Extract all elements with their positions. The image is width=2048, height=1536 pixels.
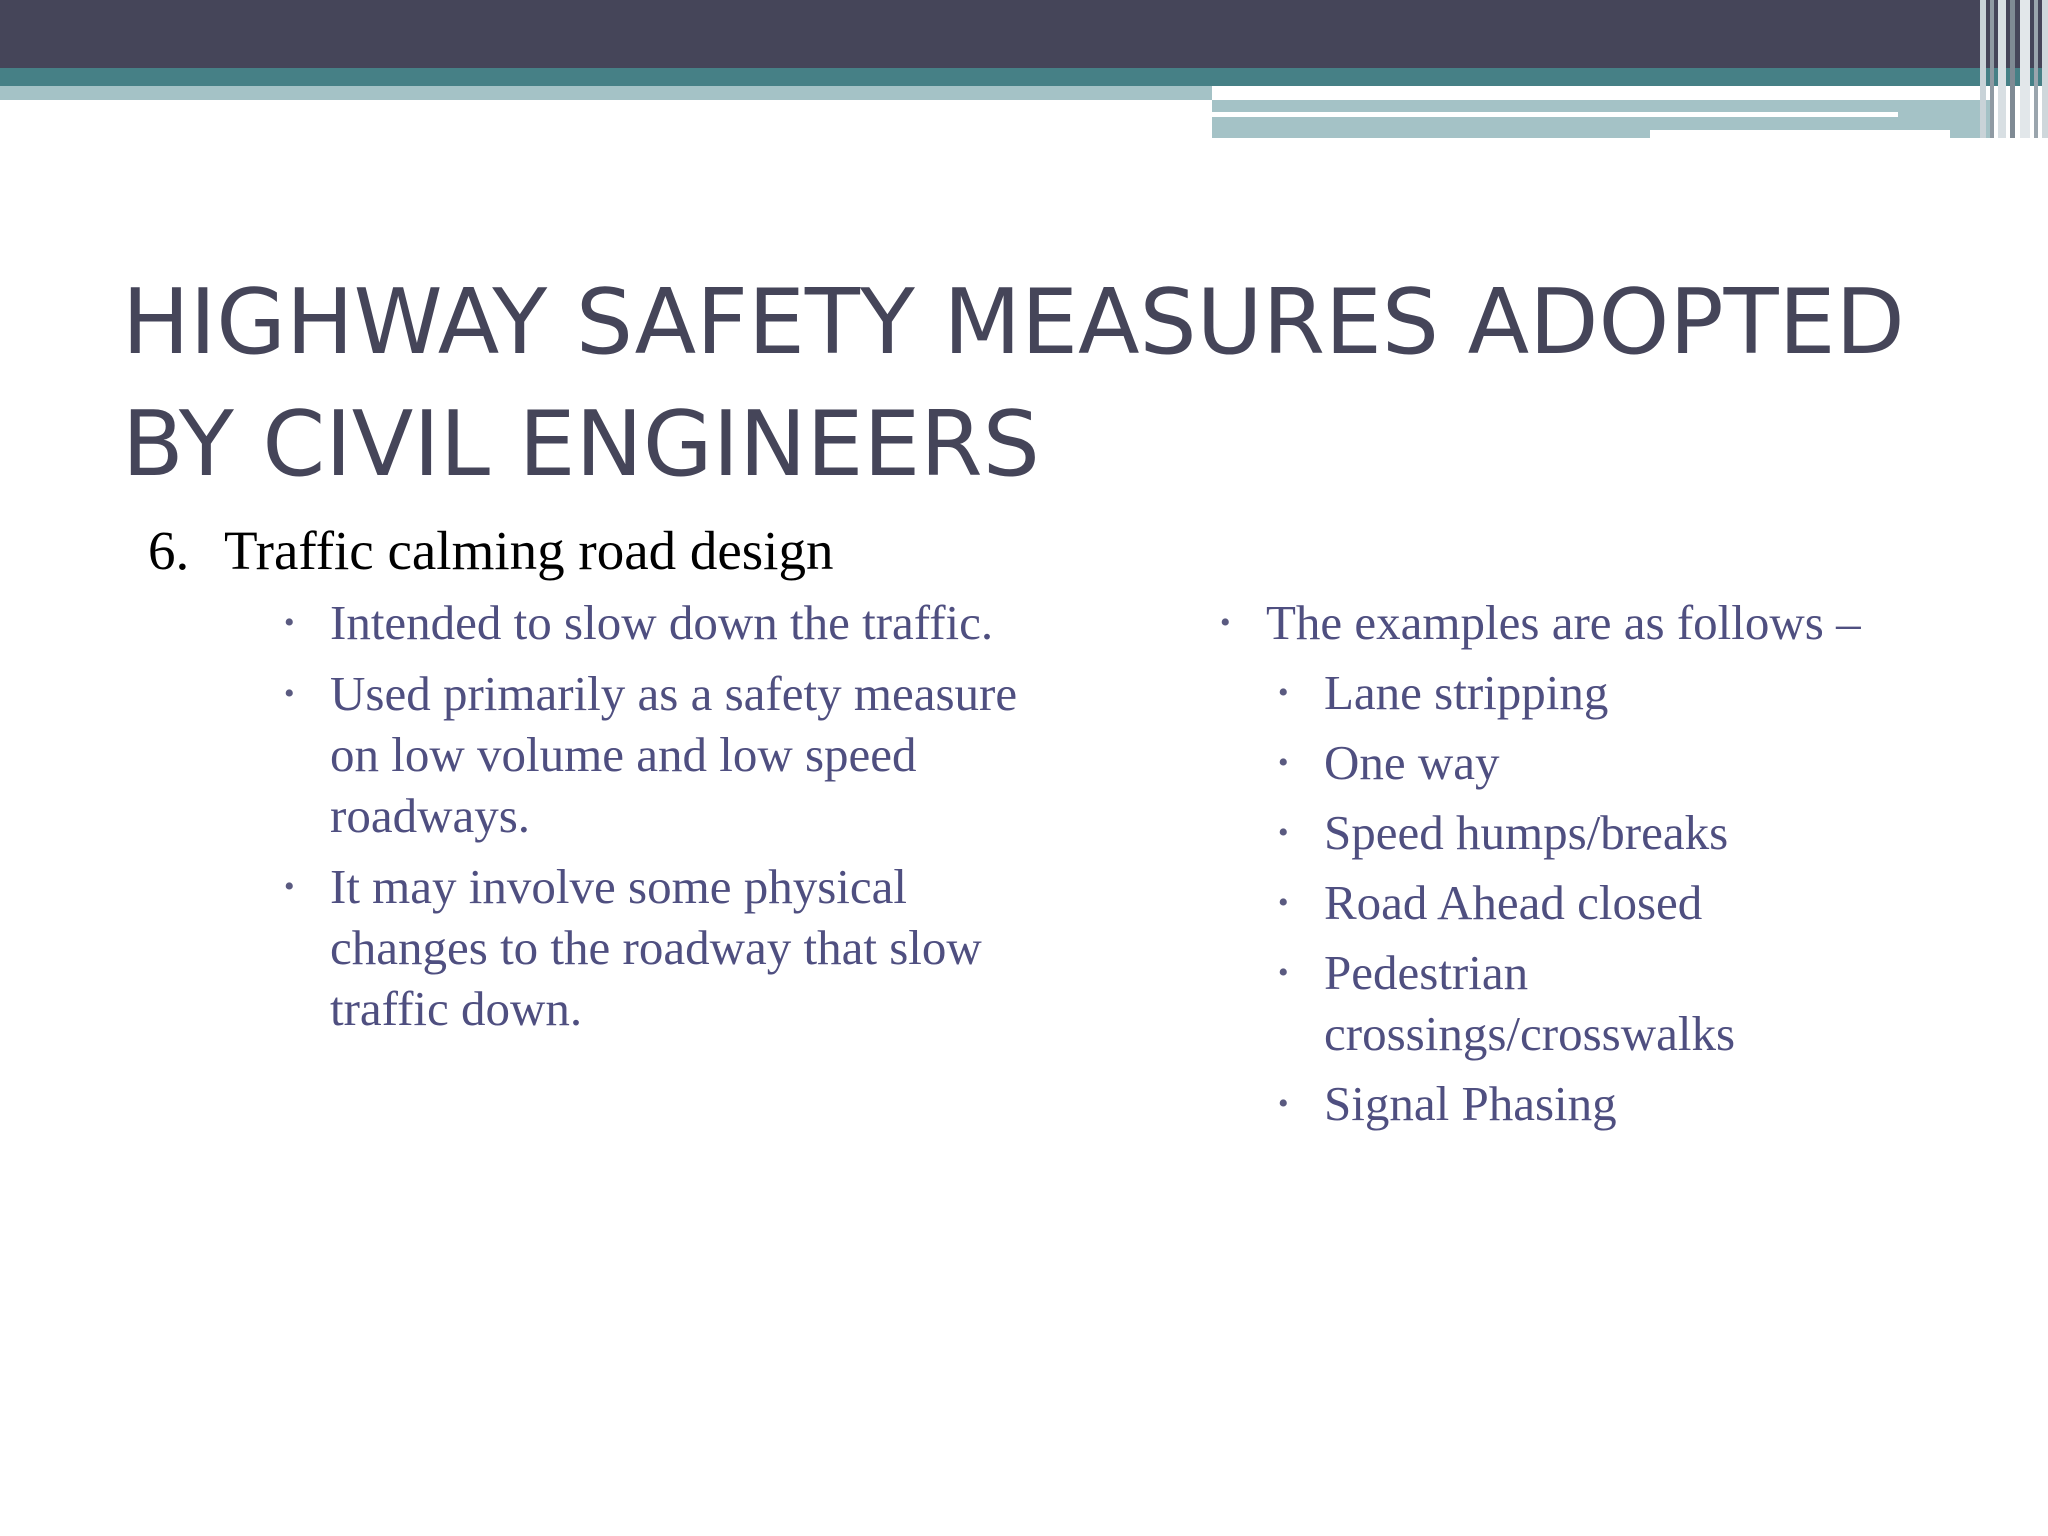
- header-band-light-left: [0, 86, 1212, 100]
- bullet-dot-icon: •: [1278, 886, 1289, 919]
- list-item-text: It may involve some physical changes to the roadway that slow traffic down.: [330, 859, 982, 1036]
- list-item-text: Signal Phasing: [1324, 1076, 1617, 1131]
- section-number: 6.: [148, 520, 190, 581]
- list-item-text: Road Ahead closed: [1324, 875, 1703, 930]
- list-item-text: Speed humps/breaks: [1324, 805, 1729, 860]
- list-item-text: Lane stripping: [1324, 665, 1609, 720]
- bullet-dot-icon: •: [1278, 1087, 1289, 1120]
- list-item: [282, 663, 1022, 846]
- list-item: [1276, 802, 1918, 863]
- bullet-dot-icon: •: [284, 606, 295, 639]
- list-item-text: Used primarily as a safety measure on low volume and low speed roadways.: [330, 666, 1018, 843]
- list-item-intro: [1218, 592, 1918, 653]
- slide-title: HIGHWAY SAFETY MEASURES ADOPTED BY CIVIL ENGINEERS: [122, 270, 1905, 497]
- bullet-dot-icon: •: [1278, 816, 1289, 849]
- bullet-dot-icon: •: [1278, 956, 1289, 989]
- section-heading: [148, 518, 833, 584]
- bullet-dot-icon: •: [1278, 746, 1289, 779]
- bullet-dot-icon: •: [284, 677, 295, 710]
- right-bullet-list: [1218, 592, 1918, 1143]
- header-line-white-lower: [1650, 130, 1950, 138]
- list-item: [1276, 1073, 1918, 1134]
- header-line-white: [1212, 112, 1898, 117]
- left-bullet-list: [282, 592, 1022, 1049]
- list-item: [282, 592, 1022, 653]
- list-item-text: The examples are as follows –: [1266, 595, 1861, 650]
- list-item: [1276, 662, 1918, 723]
- list-item: [1276, 872, 1918, 933]
- bullet-dot-icon: •: [1220, 606, 1231, 639]
- header-band-dark: [0, 0, 2048, 68]
- list-item: [1276, 942, 1918, 1064]
- header-stripes: [1980, 0, 2048, 138]
- list-item-text: Pedestrian crossings/crosswalks: [1324, 945, 1736, 1061]
- list-item: [1276, 732, 1918, 793]
- list-item-text: Intended to slow down the traffic.: [330, 595, 994, 650]
- list-item-text: One way: [1324, 735, 1500, 790]
- bullet-dot-icon: •: [284, 870, 295, 903]
- header-band-teal: [0, 68, 2048, 86]
- list-item: [282, 856, 1022, 1039]
- bullet-dot-icon: •: [1278, 676, 1289, 709]
- section-heading-text: Traffic calming road design: [224, 520, 834, 581]
